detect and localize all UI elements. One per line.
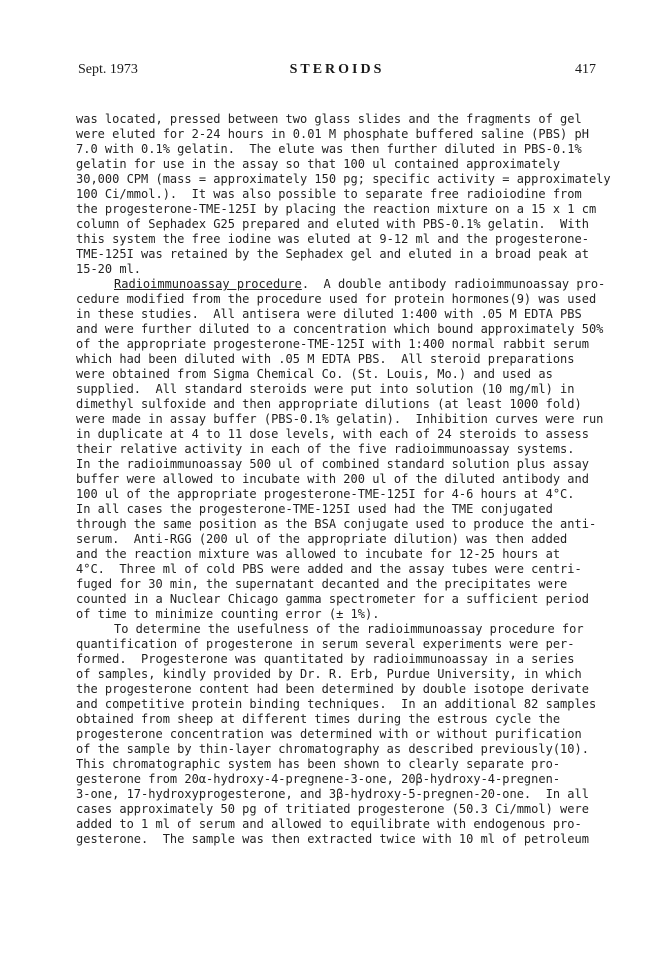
paragraph-radioimmunoassay-procedure — [76, 277, 616, 622]
text-line: of samples, kindly provided by Dr. R. Erb, Purdue University, in which — [76, 667, 582, 681]
text-line — [76, 277, 616, 292]
text-line: this system the free iodine was eluted at 9-12 ml and the progesterone- — [76, 232, 589, 246]
text-line: gelatin for use in the assay so that 100 ul contained approximately — [76, 157, 561, 171]
text-line: dimethyl sulfoxide and then appropriate dilutions (at least 1000 fold) — [76, 397, 582, 411]
text-line: obtained from sheep at different times during the estrous cycle the — [76, 712, 561, 726]
paragraph-usefulness — [76, 622, 616, 847]
text-line: of time to minimize counting error (± 1%). — [76, 607, 380, 621]
text-line: were obtained from Sigma Chemical Co. (St. Louis, Mo.) and used as — [76, 367, 553, 381]
text-line: This chromatographic system has been shown to clearly separate pro- — [76, 757, 561, 771]
text-line: the progesterone content had been determined by double isotope derivate — [76, 682, 589, 696]
text-line: and competitive protein binding techniques. In an additional 82 samples — [76, 697, 597, 711]
issue-date: Sept. 1973 — [78, 62, 138, 77]
text-line: of the appropriate progesterone-TME-125I with 1:400 normal rabbit serum — [76, 337, 589, 351]
text-line: and the reaction mixture was allowed to incubate for 12-25 hours at — [76, 547, 561, 561]
text-line: of the sample by thin-layer chromatography as described previously(10). — [76, 742, 589, 756]
text-line: To determine the usefulness of the radioimmunoassay procedure for — [114, 622, 584, 636]
text-line: which had been diluted with .05 M EDTA PBS. All steroid preparations — [76, 352, 575, 366]
page-number: 417 — [575, 62, 596, 77]
text-line: supplied. All standard steroids were put into solution (10 mg/ml) in — [76, 382, 575, 396]
text-line: gesterone. The sample was then extracted twice with 10 ml of petroleum — [76, 832, 589, 846]
text-line: were eluted for 2-24 hours in 0.01 M phosphate buffered saline (PBS) pH — [76, 127, 589, 141]
text-line: serum. Anti-RGG (200 ul of the appropriate dilution) was then added — [76, 532, 568, 546]
text-line: gesterone from 20α-hydroxy-4-pregnene-3-one, 20β-hydroxy-4-pregnen- — [76, 772, 561, 786]
text-line: 100 ul of the appropriate progesterone-TME-125I for 4-6 hours at 4°C. — [76, 487, 575, 501]
text-line: their relative activity in each of the five radioimmunoassay systems. — [76, 442, 575, 456]
journal-title: STEROIDS — [289, 62, 385, 77]
text-line: in duplicate at 4 to 11 dose levels, with each of 24 steroids to assess — [76, 427, 589, 441]
text-line: added to 1 ml of serum and allowed to equilibrate with endogenous pro- — [76, 817, 582, 831]
text-line: fuged for 30 min, the supernatant decanted and the precipitates were — [76, 577, 568, 591]
text-line: the progesterone-TME-125I by placing the reaction mixture on a 15 x 1 cm — [76, 202, 597, 216]
text-line: quantification of progesterone in serum several experiments were per- — [76, 637, 575, 651]
paragraph-gel-elution — [76, 112, 616, 277]
text-line: cases approximately 50 pg of tritiated progesterone (50.3 Ci/mmol) were — [76, 802, 589, 816]
text-line: and were further diluted to a concentration which bound approximately 50% — [76, 322, 604, 336]
text-line: TME-125I was retained by the Sephadex gel and eluted in a broad peak at — [76, 247, 589, 261]
text-line: through the same position as the BSA conjugate used to produce the anti- — [76, 517, 597, 531]
text-line: progesterone concentration was determined with or without purification — [76, 727, 582, 741]
text-line: buffer were allowed to incubate with 200 ul of the diluted antibody and — [76, 472, 589, 486]
text-line: 7.0 with 0.1% gelatin. The elute was then further diluted in PBS-0.1% — [76, 142, 582, 156]
text-line: cedure modified from the procedure used for protein hormones(9) was used — [76, 292, 597, 306]
text-line: 4°C. Three ml of cold PBS were added and the assay tubes were centri- — [76, 562, 582, 576]
text-line: formed. Progesterone was quantitated by radioimmunoassay in a series — [76, 652, 575, 666]
text-line: 3-one, 17-hydroxyprogesterone, and 3β-hydroxy-5-pregnen-20-one. In all — [76, 787, 589, 801]
running-header — [78, 62, 596, 84]
text-line: In all cases the progesterone-TME-125I used had the TME conjugated — [76, 502, 553, 516]
section-heading: Radioimmunoassay procedure — [114, 277, 302, 291]
text-line: In the radioimmunoassay 500 ul of combined standard solution plus assay — [76, 457, 589, 471]
text-line: 30,000 CPM (mass = approximately 150 pg; specific activity = approximately — [76, 172, 611, 186]
text-line: was located, pressed between two glass slides and the fragments of gel — [76, 112, 582, 126]
article-body — [76, 112, 616, 847]
text-line: 100 Ci/mmol.). It was also possible to separate free radioiodine from — [76, 187, 582, 201]
text-line: column of Sephadex G25 prepared and eluted with PBS-0.1% gelatin. With — [76, 217, 589, 231]
text-run: . A double antibody radioimmunoassay pro- — [301, 277, 606, 291]
text-line: in these studies. All antisera were diluted 1:400 with .05 M EDTA PBS — [76, 307, 582, 321]
text-line: were made in assay buffer (PBS-0.1% gelatin). Inhibition curves were run — [76, 412, 604, 426]
text-line: counted in a Nuclear Chicago gamma spectrometer for a sufficient period — [76, 592, 589, 606]
text-line: 15-20 ml. — [76, 262, 142, 276]
